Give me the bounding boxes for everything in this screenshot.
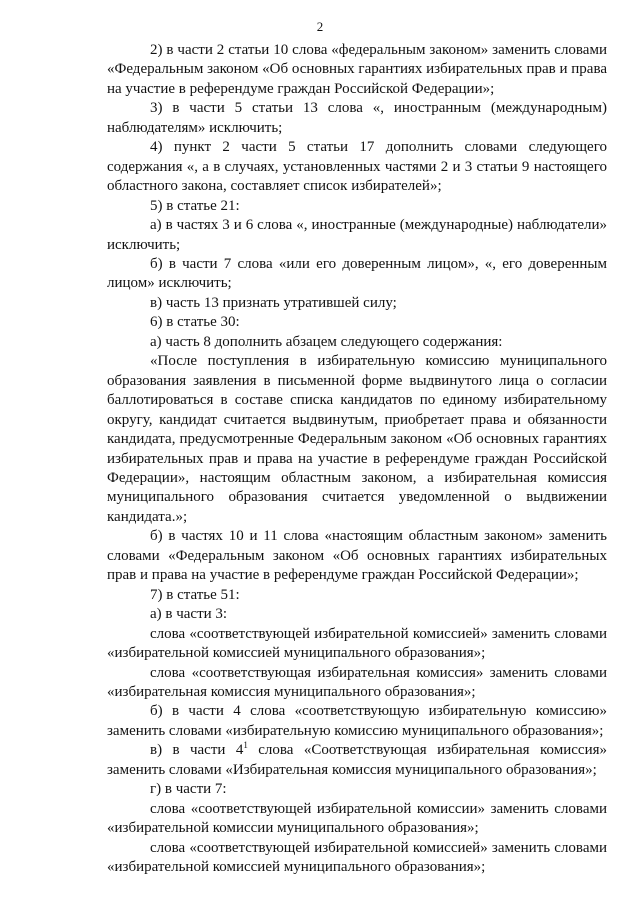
page-number: 2 [316, 19, 324, 34]
paragraph-amendment-5b: б) в части 7 слова «или его доверенным лицом», «, его доверенным лицом» исключить; [107, 255, 607, 292]
paragraph-amendment-7v-rest: слова «Соответствующая избирательная комиссия» заменить словами «Избирательная комиссия муниципального образования»; [107, 742, 607, 778]
paragraph-amendment-7g-heading: г) в части 7: [150, 781, 227, 798]
paragraph-amendment-7-heading: 7) в статье 51: [150, 586, 240, 603]
document-body [107, 41, 607, 877]
superscript-index: 1 [243, 740, 248, 751]
paragraph-amendment-4: 4) пункт 2 части 5 статьи 17 дополнить словами следующего содержания «, а в случаях, установленных частями 2 и 3 статьи 9 настоящего областного закона, составляет список избирателей»; [107, 139, 607, 195]
paragraph-amendment-7a-2: слова «соответствующая избирательная комиссия» заменить словами «избирательная комиссия муниципального образования»; [107, 664, 607, 700]
paragraph-amendment-7a-1: слова «соответствующей избирательной комиссией» заменить словами «избирательной комиссией муниципального образования»; [107, 625, 607, 662]
paragraph-amendment-5a: а) в частях 3 и 6 слова «, иностранные (международные) наблюдатели» исключить; [107, 217, 607, 253]
paragraph-amendment-7a: а) в части 3: [150, 606, 228, 623]
paragraph-amendment-3: 3) в части 5 статьи 13 слова «, иностранным (международным) наблюдателям» исключить; [107, 100, 607, 136]
paragraph-amendment-2: 2) в части 2 статьи 10 слова «федеральным законом» заменить словами «Федеральным законом «Об основных гарантиях избирательных прав и права на участие в референдуме граждан Российской Федерации»; [107, 42, 607, 97]
paragraph-amendment-7v [107, 741, 607, 780]
paragraph-amendment-7v-start: в) в части 4 [150, 742, 244, 759]
paragraph-amendment-6-heading: 6) в статье 30: [150, 314, 240, 331]
paragraph-quoted-insertion: «После поступления в избирательную комиссию муниципального образования заявления в письменной форме выдвинутого лица о согласии баллотироваться в составе списка кандидатов по единому избирательному округу, кандидат считается выдвинутым, приобретает права и обязанности кандидата, предусмотренные Федеральным законом «Об основных гарантиях избирательных прав и права на участие в референдуме граждан Российской Федерации», настоящим областным законом, а избирательная комиссия муниципального образования считается уведомленной о выдвижении кандидата.»; [107, 353, 607, 525]
paragraph-amendment-6a: а) часть 8 дополнить абзацем следующего содержания: [150, 333, 503, 350]
paragraph-amendment-7g-1: слова «соответствующей избирательной комиссии» заменить словами «избирательной комиссии муниципального образования»; [107, 800, 607, 837]
paragraph-amendment-5-heading: 5) в статье 21: [150, 197, 240, 214]
paragraph-amendment-5v: в) часть 13 признать утратившей силу; [150, 294, 397, 311]
paragraph-amendment-6b: б) в частях 10 и 11 слова «настоящим областным законом» заменить словами «Федеральным законом «Об основных гарантиях избирательных прав и права на участие в референдуме граждан Российской Федерации»; [107, 528, 607, 584]
paragraph-amendment-7g-2: слова «соответствующей избирательной комиссией» заменить словами «избирательной комиссией муниципального образования»; [107, 839, 607, 876]
paragraph-amendment-7b: б) в части 4 слова «соответствующую избирательную комиссию» заменить словами «избирательную комиссию муниципального образования»; [107, 703, 607, 739]
